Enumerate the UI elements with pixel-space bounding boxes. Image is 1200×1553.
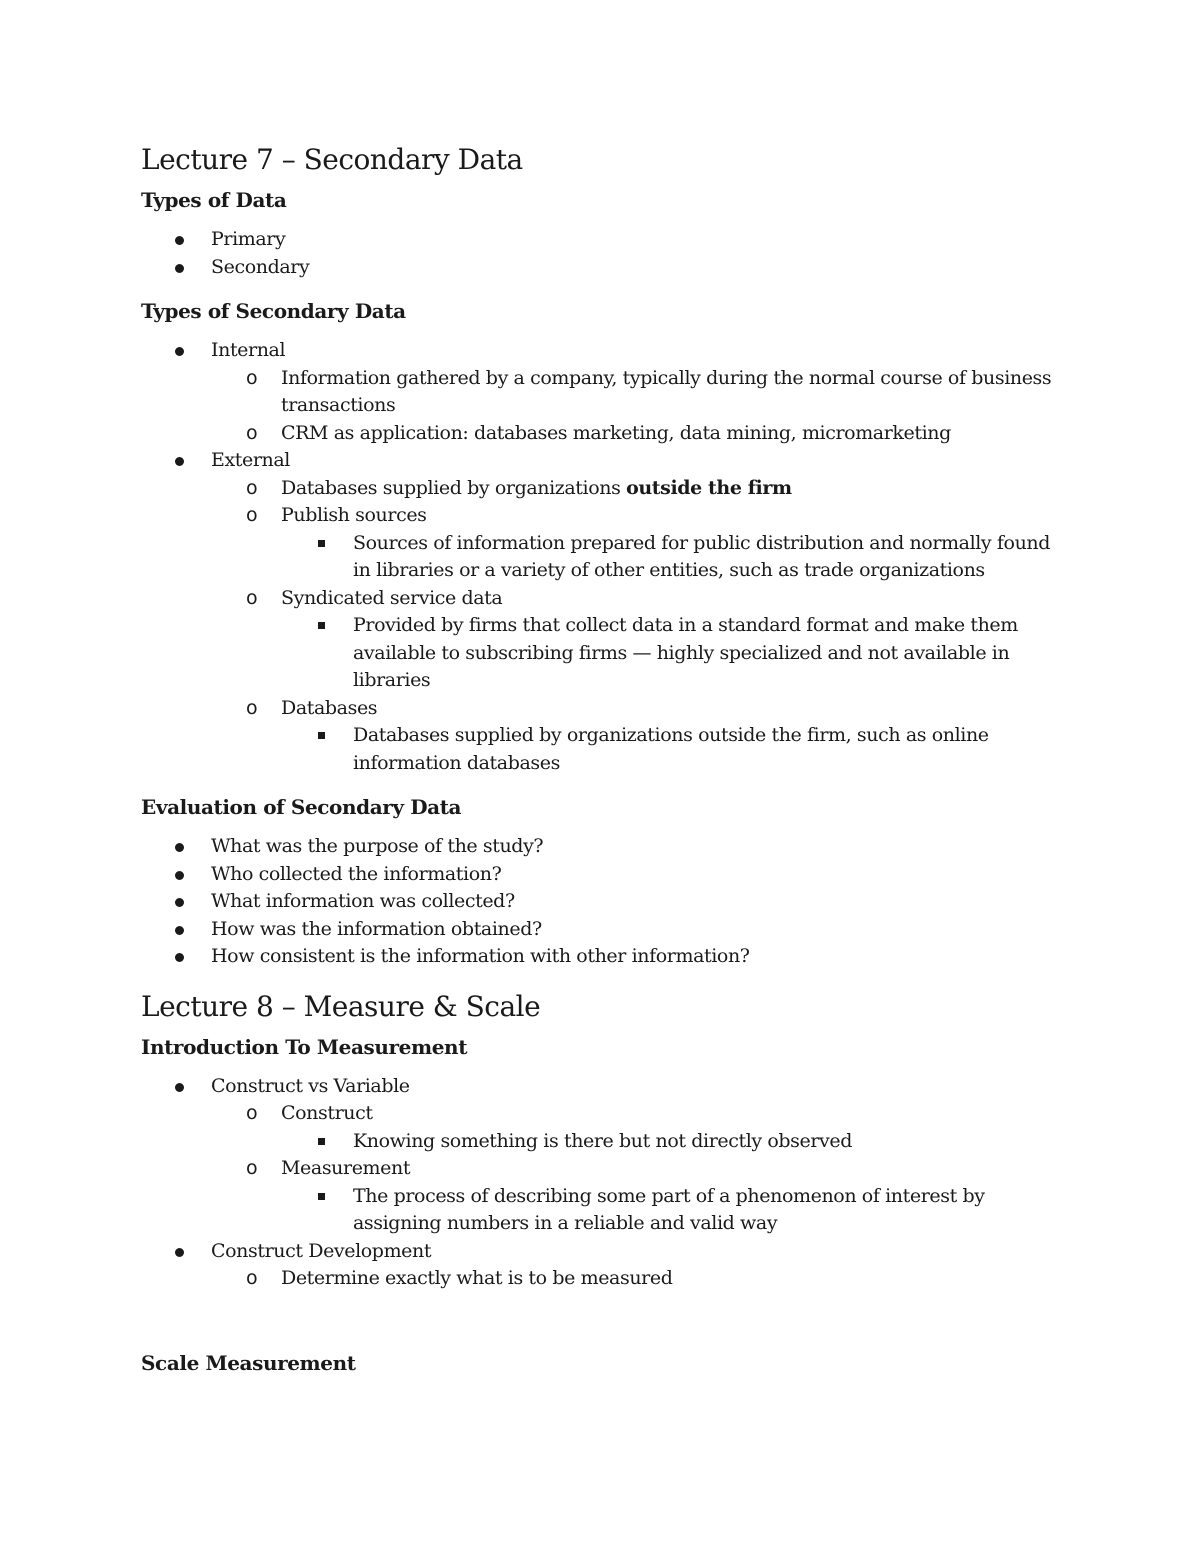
construct-sublist	[281, 1128, 1071, 1156]
construct-vs-variable-sublist	[211, 1100, 1071, 1238]
list-item: Who collected the information?	[141, 861, 1071, 889]
list-item: o Measurement The process of describing some part of a phenomenon of interest by assigning numbers in a reliable and valid way	[211, 1155, 1071, 1238]
list-item: Databases supplied by organizations outside the firm, such as online information databases	[281, 722, 1071, 777]
list-item: Primary	[141, 226, 1071, 254]
bullet-dot-icon	[175, 236, 184, 245]
list-item: The process of describing some part of a phenomenon of interest by assigning numbers in a reliable and valid way	[281, 1183, 1071, 1238]
databases-sublist	[281, 722, 1071, 777]
square-bullet-icon	[318, 1193, 325, 1200]
list-item: o CRM as application: databases marketing, data mining, micromarketing	[211, 420, 1071, 448]
circle-bullet-icon: o	[246, 421, 258, 444]
construct-development-sublist	[211, 1265, 1071, 1293]
list-item: How was the information obtained?	[141, 916, 1071, 944]
bullet-dot-icon	[175, 457, 184, 466]
bullet-dot-icon	[175, 843, 184, 852]
list-item: Sources of information prepared for public distribution and normally found in libraries or a variety of other entities, such as trade organizations	[281, 530, 1071, 585]
bullet-dot-icon	[175, 264, 184, 273]
list-item: How consistent is the information with other information?	[141, 943, 1071, 971]
list-item: o Construct Knowing something is there but not directly observed	[211, 1100, 1071, 1155]
bullet-dot-icon	[175, 347, 184, 356]
intro-measurement-list	[141, 1073, 1071, 1293]
circle-bullet-icon: o	[246, 1267, 258, 1289]
circle-bullet-icon: o	[246, 696, 258, 719]
types-of-secondary-heading: Types of Secondary Data	[141, 299, 406, 323]
internal-sublist	[211, 365, 1071, 448]
syndicated-sublist	[281, 612, 1071, 695]
circle-bullet-icon: o	[246, 476, 258, 499]
list-item: o Databases Databases supplied by organizations outside the firm, such as online information databases	[211, 695, 1071, 778]
bullet-dot-icon	[175, 1248, 184, 1257]
list-item: Knowing something is there but not directly observed	[281, 1128, 1071, 1156]
circle-bullet-icon: o	[246, 504, 258, 526]
list-item: What information was collected?	[141, 888, 1071, 916]
emphasis-text: outside the firm	[626, 476, 792, 499]
bullet-dot-icon	[175, 1083, 184, 1092]
types-of-data-heading: Types of Data	[141, 188, 287, 212]
bullet-dot-icon	[175, 926, 184, 935]
types-of-data-list	[141, 226, 1071, 281]
list-item-internal: Internal o Information gathered by a company, typically during the normal course of business transactions o CRM as application: databases marketing, data mining, micromarketing	[141, 337, 1071, 447]
bullet-dot-icon	[175, 953, 184, 962]
evaluation-heading: Evaluation of Secondary Data	[141, 795, 462, 819]
list-item-construct-development: Construct Development o Determine exactly what is to be measured	[141, 1238, 1071, 1293]
intro-measurement-heading: Introduction To Measurement	[141, 1034, 468, 1059]
square-bullet-icon	[318, 1138, 325, 1145]
lecture8-title: Lecture 8 – Measure & Scale	[141, 989, 541, 1023]
spacer	[141, 1309, 1071, 1349]
square-bullet-icon	[318, 622, 325, 629]
bullet-dot-icon	[175, 871, 184, 880]
list-item: Provided by firms that collect data in a standard format and make them available to subscribing firms — highly specialized and not available in libraries	[281, 612, 1071, 695]
list-item-construct-vs-variable: Construct vs Variable o Construct Knowing something is there but not directly observed o Measurement The process of describing some part of a phenomenon of interest by assigning numbers in a reliable and valid way	[141, 1073, 1071, 1238]
external-sublist	[211, 475, 1071, 778]
square-bullet-icon	[318, 732, 325, 739]
evaluation-list	[141, 833, 1071, 971]
publish-sources-sublist	[281, 530, 1071, 585]
list-item: Secondary	[141, 254, 1071, 282]
list-item: o Syndicated service data Provided by firms that collect data in a standard format and make them available to subscribing firms — highly specialized and not available in libraries	[211, 585, 1071, 695]
scale-measurement-heading: Scale Measurement	[141, 1350, 356, 1375]
list-item: o Information gathered by a company, typically during the normal course of business transactions	[246, 366, 1052, 416]
circle-bullet-icon: o	[246, 1157, 258, 1179]
document-page	[141, 140, 1071, 1389]
bullet-dot-icon	[175, 898, 184, 907]
circle-bullet-icon: o	[246, 366, 258, 389]
circle-bullet-icon: o	[246, 586, 258, 609]
list-item: o Publish sources Sources of information prepared for public distribution and normally found in libraries or a variety of other entities, such as trade organizations	[211, 502, 1071, 585]
list-item: o Databases supplied by organizations outside the firm	[211, 475, 1071, 503]
circle-bullet-icon: o	[246, 1102, 258, 1124]
list-item: What was the purpose of the study?	[141, 833, 1071, 861]
measurement-sublist	[281, 1183, 1071, 1238]
lecture7-title: Lecture 7 – Secondary Data	[141, 143, 523, 176]
list-item-external: External o Databases supplied by organizations outside the firm o Publish sources Sources of information prepared for public distribution and normally found in libraries or a variety of other entities, such as trade organizations o Syndicated service data Provided by firms that collect data in a standard format and make them available to subscribing firms — highly specialized and not available in libraries o Databases Databases supplied by organizations outside the firm, such as online information databases	[141, 447, 1071, 777]
list-item: o Determine exactly what is to be measured	[211, 1265, 1071, 1293]
square-bullet-icon	[318, 540, 325, 547]
types-of-secondary-list	[141, 337, 1071, 777]
